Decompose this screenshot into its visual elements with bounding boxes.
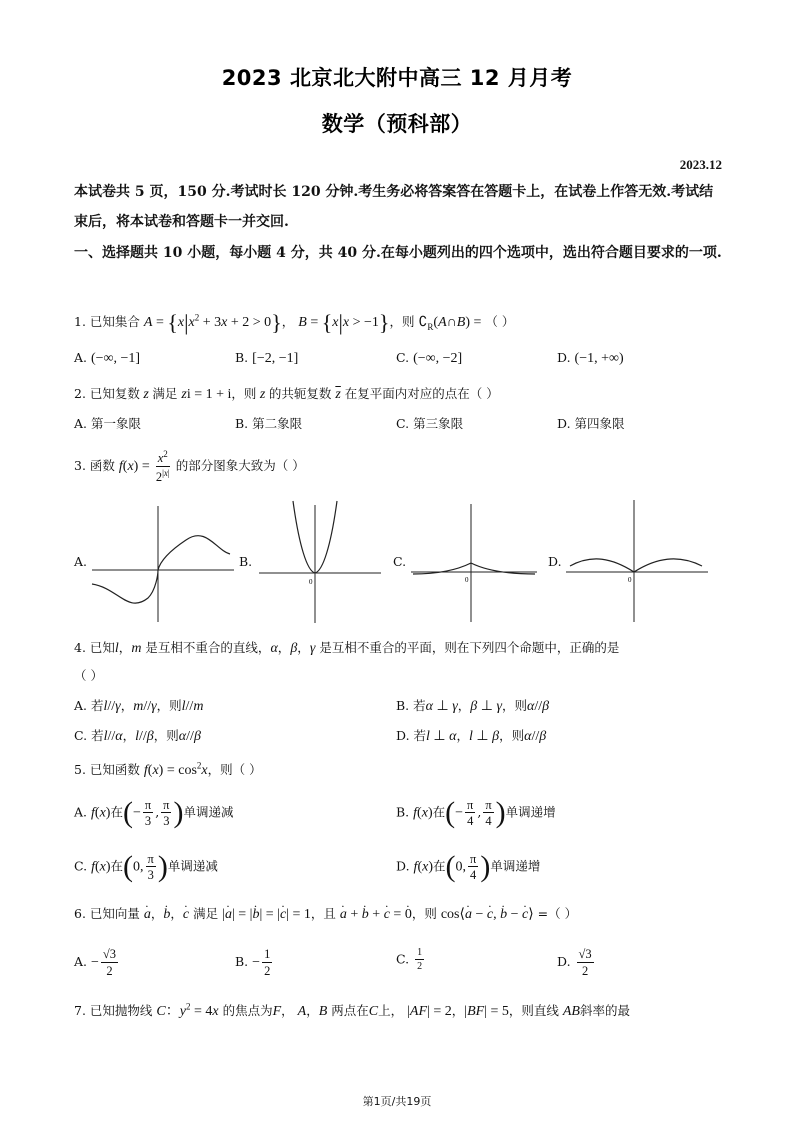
- graph-b[interactable]: [255, 495, 385, 625]
- graph-a[interactable]: [88, 502, 238, 624]
- option-2d[interactable]: D. 第四象限: [557, 416, 625, 431]
- question-1: 1. 已知集合 $A = \{x|x^2 + 3x + 2 > 0\}$， B = {x|x > −1}，则 $∁_R(A\cap B)$ = （ ）: [74, 310, 515, 335]
- graph-c-label[interactable]: C.: [393, 554, 407, 569]
- graph-d[interactable]: [562, 496, 712, 624]
- option-1c[interactable]: C. (−∞, −2]: [396, 350, 463, 366]
- page-title: 2023 北京北大附中高三 12 月月考: [221, 66, 573, 90]
- option-4d[interactable]: D. 若l ⊥ α，l ⊥ β，则α//β: [396, 728, 547, 744]
- question-3: 3. 函数 f(x) = $\frac{x^2}{2^{|x|}}$ 的部分图象大致为（ ）: [74, 449, 305, 484]
- option-1a[interactable]: A. (−∞, −1]: [74, 350, 141, 366]
- graph-c[interactable]: [407, 500, 541, 624]
- section-heading: 一、选择题共 10 小题，每小题 4 分，共 40 分.在每小题列出的四个选项中，选出符合题目要求的一项.: [74, 245, 722, 261]
- question-7: 7. 已知抛物线 C：$y^2 = 4x$ 的焦点为F， A，B 两点在C上， |AF| = 2，|BF| = 5，则直线 AB斜率的最: [74, 1001, 630, 1019]
- question-6: 6. 已知向量 · a，· b，· c 满足 |· a| = |· b| = |· c| = 1，且 · a + · b + · c = · 0，则 cos⟨· a − · c, · b − · c⟩ =（ ）: [74, 904, 577, 923]
- option-6a[interactable]: A. − $\frac{√3}{2}$: [74, 947, 117, 978]
- option-2c[interactable]: C. 第三象限: [396, 416, 464, 431]
- option-5a[interactable]: A. f(x)在(− $\frac{\pi}{3}$ , $\frac{\pi}{3}$ )单调递减: [74, 796, 234, 829]
- option-5c[interactable]: C. f(x)在(0, $\frac{\pi}{3}$ )单调递减: [74, 850, 218, 883]
- question-4-bracket: （ ）: [74, 668, 103, 683]
- instructions: 本试卷共 5 页，150 分.考试时长 120 分钟.考生务必将答案答在答题卡上，在试卷上作答无效.考试结束后，将本试卷和答题卡一并交回.: [74, 184, 714, 230]
- option-1b[interactable]: B. [−2, −1]: [235, 350, 299, 366]
- option-5d[interactable]: D. f(x)在(0, $\frac{\pi}{4}$ )单调递增: [396, 850, 541, 883]
- question-2: 2. 已知复数 z 满足 zi = 1 + i，则 z 的共轭复数 $\overline{z}$ 在复平面内对应的点在（ ）: [74, 386, 499, 402]
- svg-text:0: 0: [465, 576, 469, 584]
- page-subtitle: 数学（预科部）: [321, 112, 473, 136]
- option-6c[interactable]: C. $\frac{1}{2}$: [396, 947, 423, 972]
- option-5b[interactable]: B. f(x)在(− $\frac{\pi}{4}$ , $\frac{\pi}{4}$ )单调递增: [396, 796, 556, 829]
- graph-a-label[interactable]: A.: [74, 554, 88, 569]
- option-4a[interactable]: A. 若l//γ，m//γ，则l//m: [74, 698, 204, 714]
- option-2a[interactable]: A. 第一象限: [74, 416, 141, 431]
- option-4b[interactable]: B. 若α ⊥ γ，β ⊥ γ，则α//β: [396, 698, 550, 714]
- graph-b-label[interactable]: B.: [239, 554, 253, 569]
- option-2b[interactable]: B. 第二象限: [235, 416, 303, 431]
- option-1d[interactable]: D. (−1, +∞): [557, 350, 624, 366]
- exam-date: 2023.12: [679, 157, 722, 172]
- page-footer: 第1页/共19页: [362, 1095, 432, 1108]
- svg-text:0: 0: [628, 576, 632, 584]
- option-6b[interactable]: B. − $\frac{1}{2}$: [235, 947, 271, 978]
- option-6d[interactable]: D. $\frac{√3}{2}$: [557, 947, 592, 978]
- option-4c[interactable]: C. 若l//α，l//β，则α//β: [74, 728, 201, 744]
- svg-text:0: 0: [309, 578, 313, 586]
- graph-d-label[interactable]: D.: [548, 554, 562, 569]
- question-4: 4. 已知l，m 是互相不重合的直线，α，β，γ 是互相不重合的平面，则在下列四个命题中，正确的是: [74, 640, 620, 656]
- question-5: 5. 已知函数 $f(x) = \cos^2x$，则（ ）: [74, 760, 262, 778]
